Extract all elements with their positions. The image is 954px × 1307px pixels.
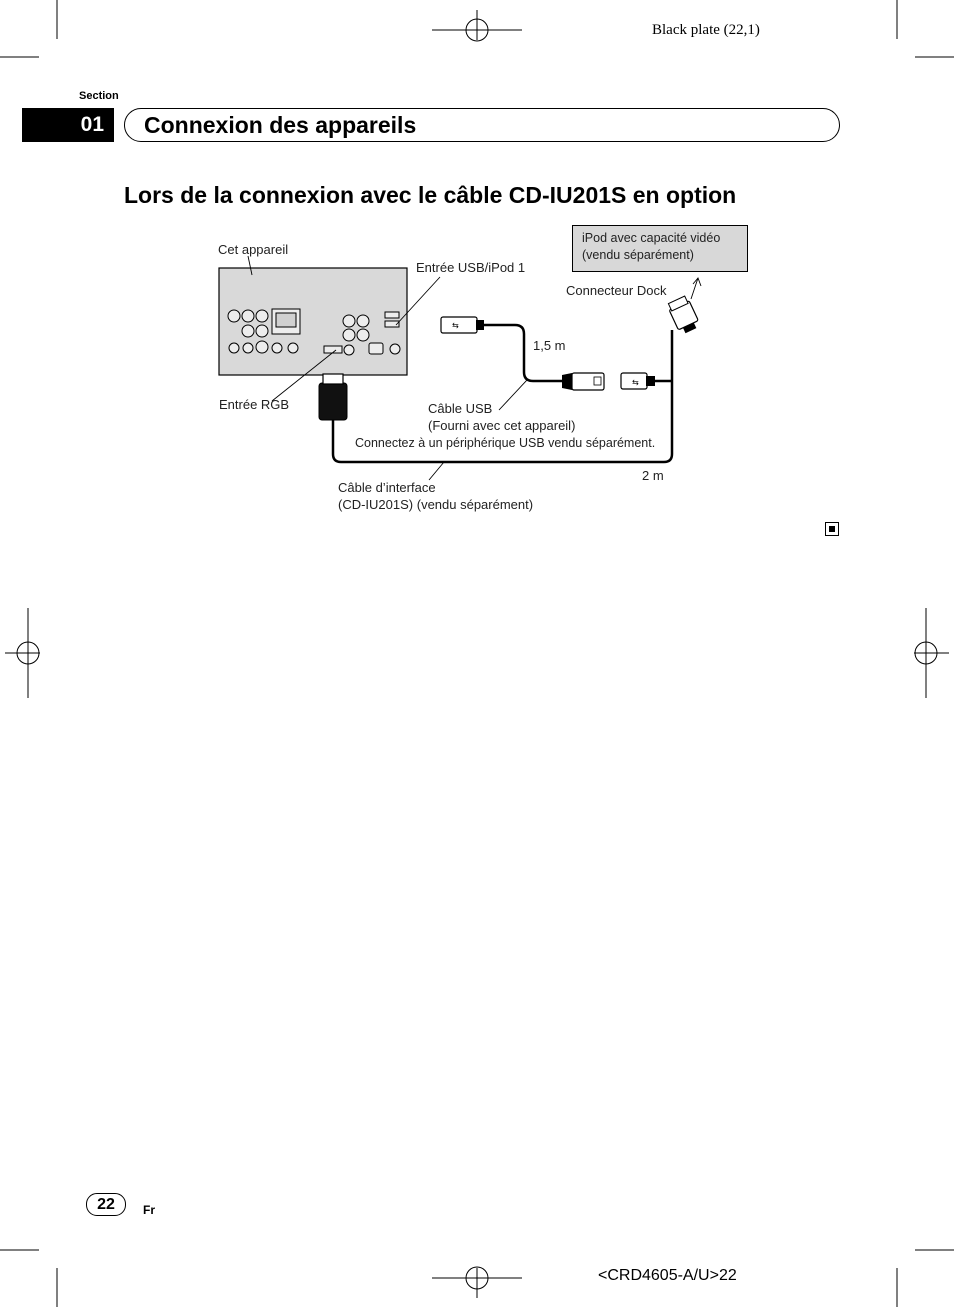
section-number: 01 [22,108,114,142]
section-label: Section [79,90,119,102]
page-heading: Lors de la connexion avec le câble CD-IU201S en option [124,182,737,208]
label-length-usb: 1,5 m [533,338,566,353]
end-of-section-mark [825,522,839,536]
svg-text:⇆: ⇆ [452,321,459,330]
ipod-box [572,225,748,272]
label-usb-input: Entrée USB/iPod 1 [416,260,526,275]
registration-mark-right [914,608,949,698]
language-code: Fr [143,1203,155,1217]
section-title: Connexion des appareils [144,112,417,138]
label-rgb-input: Entrée RGB [219,397,290,412]
registration-mark-bottom [432,1267,522,1298]
label-ipod-line1: iPod avec capacité vidéo [582,231,721,245]
svg-text:⇆: ⇆ [632,378,639,387]
registration-mark-top [432,10,522,41]
label-dock-connector: Connecteur Dock [566,283,667,298]
label-interface-cable-line1: Câble d’interface [338,480,436,495]
label-usb-cable-line2: (Fourni avec cet appareil) [428,418,576,433]
label-usb-note: Connectez à un périphérique USB vendu séparément. [355,436,656,450]
label-ipod-line2: (vendu séparément) [582,248,694,262]
registration-mark-left [5,608,40,698]
document-code: <CRD4605-A/U>22 [598,1267,737,1284]
label-interface-cable-line2: (CD-IU201S) (vendu séparément) [338,497,534,512]
plate-info: Black plate (22,1) [652,22,760,38]
page-number: 22 [86,1193,126,1216]
head-unit-rear-panel [219,268,407,375]
label-length-interface: 2 m [642,468,664,483]
usb-cable [441,317,604,390]
label-usb-cable-line1: Câble USB [428,401,493,416]
label-unit: Cet appareil [218,242,289,257]
